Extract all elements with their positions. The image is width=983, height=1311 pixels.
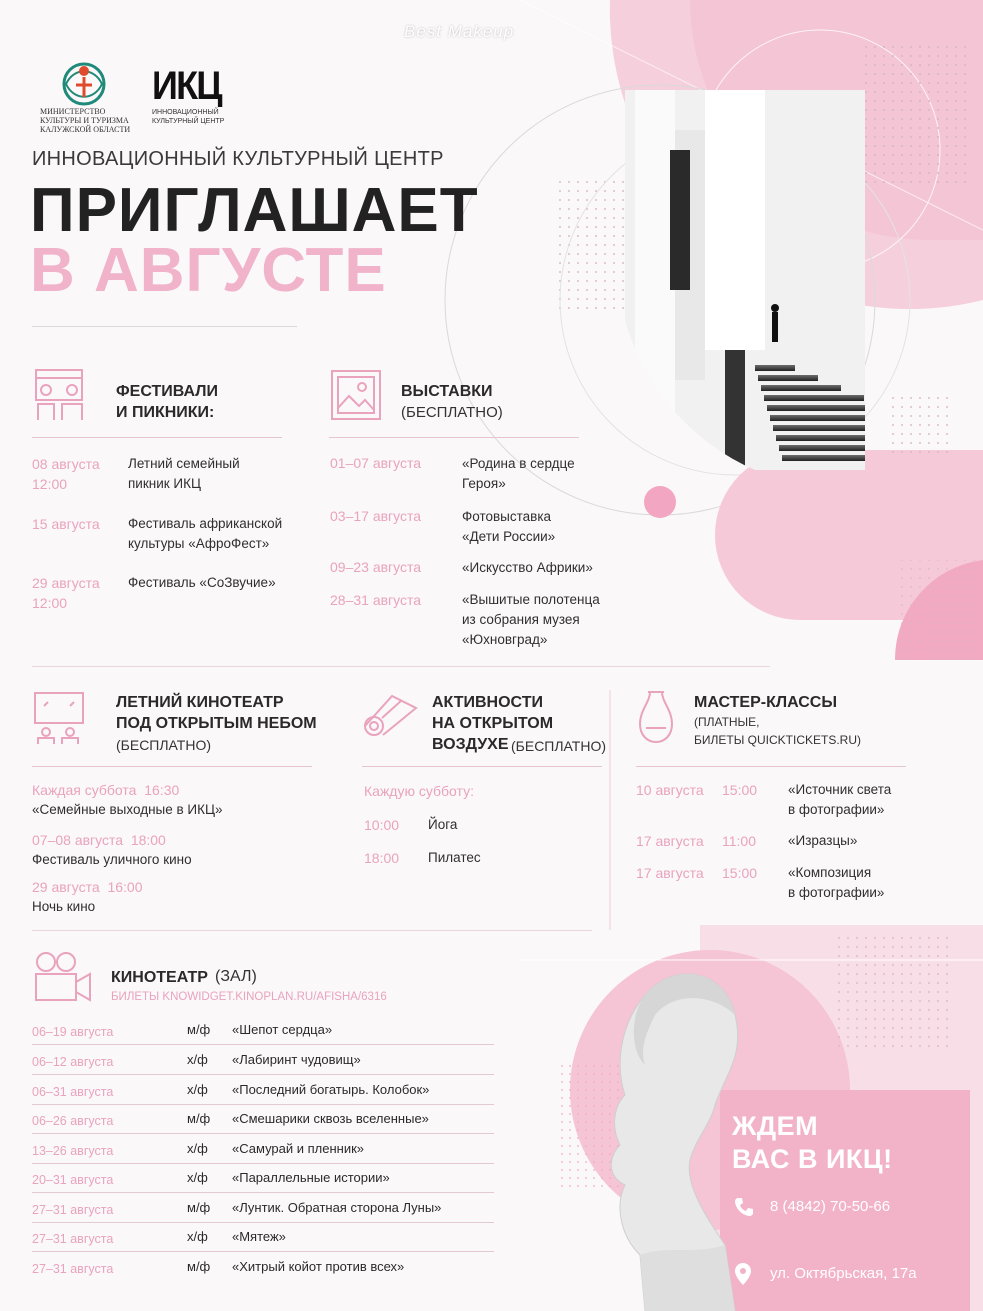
watermark: Best Makeup: [404, 22, 515, 41]
film-title: «Смешарики сквозь вселенные»: [232, 1111, 429, 1126]
open-cinema-icon: [32, 690, 88, 746]
building-illustration: [625, 90, 885, 480]
outdoor-time: 10:00: [364, 817, 400, 833]
film-title: «Хитрый койот против всех»: [232, 1259, 405, 1274]
film-title: «Лабиринт чудовищ»: [232, 1052, 361, 1067]
yoga-mat-icon: [362, 690, 418, 740]
exhibition-date: 01–07 августа: [330, 455, 422, 471]
open-cinema-event: Ночь кино: [32, 899, 96, 914]
film-title: «Последний богатырь. Колобок»: [232, 1082, 430, 1097]
section-divider: [32, 666, 770, 667]
film-dates: 27–31 августа: [32, 1203, 114, 1217]
film-dates: 06–26 августа: [32, 1114, 114, 1128]
film-dates: 27–31 августа: [32, 1262, 114, 1276]
festival-name: Фестиваль африканской культуры «АфроФест»: [128, 516, 283, 551]
festival-name: Фестиваль «СоЗвучие»: [128, 575, 276, 590]
picnic-icon: [32, 368, 88, 424]
film-type: х/ф: [187, 1229, 208, 1244]
film-type: х/ф: [187, 1052, 208, 1067]
ikc-logo-mark: ИКЦ: [152, 64, 221, 108]
picture-icon: [329, 368, 383, 422]
film-type: х/ф: [187, 1170, 208, 1185]
contact-address: ул. Октябрьская, 17а: [770, 1265, 917, 1282]
table-row: [32, 1193, 494, 1223]
film-type: м/ф: [187, 1200, 211, 1215]
film-dates: 27–31 августа: [32, 1232, 114, 1246]
masterclass-name: «Изразцы»: [788, 833, 858, 848]
festival-name: Летний семейный пикник ИКЦ: [128, 456, 240, 491]
section-divider: [32, 930, 592, 931]
masterclass-name: «Источник света в фотографии»: [788, 782, 892, 817]
outdoor-activity: Пилатес: [428, 850, 481, 865]
cinema-tickets-link[interactable]: БИЛЕТЫ KNOWIDGET.KINOPLAN.RU/AFISHA/6316: [111, 991, 387, 1003]
table-row: [32, 1134, 494, 1164]
film-dates: 13–26 августа: [32, 1144, 114, 1158]
exhibition-name: «Искусство Африки»: [462, 560, 593, 575]
exhibitions-divider: [329, 437, 579, 438]
exhibition-date: 03–17 августа: [330, 508, 422, 524]
open-cinema-event: «Семейные выходные в ИКЦ»: [32, 802, 223, 817]
outdoor-note: (БЕСПЛАТНО): [511, 738, 607, 754]
film-dates: 06–19 августа: [32, 1025, 114, 1039]
open-cinema-date: 07–08 августа 18:00: [32, 832, 166, 848]
masterclass-time: 11:00: [722, 833, 756, 849]
outdoor-title: АКТИВНОСТИ НА ОТКРЫТОМ ВОЗДУХЕ: [432, 694, 554, 753]
cinema-hall-title-note: (ЗАЛ): [215, 968, 257, 985]
table-row: [32, 1222, 494, 1252]
table-row: [32, 1015, 494, 1045]
masterclass-date: 10 августа: [636, 782, 704, 798]
film-type: м/ф: [187, 1259, 211, 1274]
table-row: [32, 1075, 494, 1105]
open-cinema-title: ЛЕТНИЙ КИНОТЕАТР ПОД ОТКРЫТЫМ НЕБОМ: [116, 694, 317, 732]
open-cinema-note: (БЕСПЛАТНО): [116, 737, 212, 753]
vase-icon: [636, 688, 676, 744]
ministry-logo: [40, 57, 135, 134]
ministry-emblem-icon: [54, 57, 114, 107]
festival-date: 08 августа 12:00: [32, 456, 100, 492]
phone-icon: [734, 1197, 754, 1217]
festivals-divider: [32, 437, 282, 438]
festival-date: 29 августа 12:00: [32, 575, 100, 611]
location-pin-icon: [734, 1262, 752, 1286]
contact-phone[interactable]: 8 (4842) 70-50-66: [770, 1198, 891, 1215]
movie-camera-icon: [32, 950, 94, 1004]
masterclass-name: «Композиция в фотографии»: [788, 865, 885, 900]
masterclasses-divider: [636, 766, 906, 767]
masterclasses-note: (ПЛАТНЫЕ, БИЛЕТЫ QUICKTICKETS.RU): [694, 715, 862, 747]
exhibition-date: 09–23 августа: [330, 559, 422, 575]
exhibitions-title: ВЫСТАВКИ: [401, 383, 493, 400]
film-type: х/ф: [187, 1141, 208, 1156]
film-title: «Мятеж»: [232, 1229, 286, 1244]
table-row: [32, 1252, 494, 1281]
table-row: [32, 1104, 494, 1134]
open-cinema-event: Фестиваль уличного кино: [32, 852, 192, 867]
ministry-logo-text: МИНИСТЕРСТВО КУЛЬТУРЫ И ТУРИЗМА КАЛУЖСКОЙ ОБЛАСТИ: [40, 107, 131, 134]
masterclass-time: 15:00: [722, 865, 758, 881]
header-divider: [32, 326, 297, 327]
ikc-logo: [152, 64, 242, 126]
masterclass-date: 17 августа: [636, 865, 704, 881]
film-dates: 06–12 августа: [32, 1055, 114, 1069]
film-type: х/ф: [187, 1082, 208, 1097]
festivals-title: ФЕСТИВАЛИ И ПИКНИКИ:: [116, 383, 218, 421]
outdoor-activity: Йога: [428, 817, 458, 832]
ikc-logo-text: ИННОВАЦИОННЫЙ КУЛЬТУРНЫЙ ЦЕНТР: [152, 109, 225, 125]
table-row: [32, 1045, 494, 1075]
masterclass-time: 15:00: [722, 782, 758, 798]
exhibition-name: «Вышитые полотенца из собрания музея «Юхновград»: [462, 592, 600, 647]
statue-illustration: [585, 955, 745, 1311]
header-subtitle: ИННОВАЦИОННЫЙ КУЛЬТУРНЫЙ ЦЕНТР: [32, 148, 444, 170]
page-title: ПРИГЛАШАЕТ: [30, 176, 479, 245]
film-dates: 06–31 августа: [32, 1085, 114, 1099]
film-type: м/ф: [187, 1022, 211, 1037]
film-title: «Параллельные истории»: [232, 1170, 390, 1185]
exhibition-name: Фотовыставка «Дети России»: [462, 509, 556, 544]
film-title: «Шепот сердца»: [232, 1022, 333, 1037]
film-type: м/ф: [187, 1111, 211, 1126]
open-cinema-divider: [32, 766, 312, 767]
masterclass-date: 17 августа: [636, 833, 704, 849]
outdoor-divider: [362, 766, 602, 767]
film-dates: 20–31 августа: [32, 1173, 114, 1187]
table-row: [32, 1163, 494, 1193]
exhibition-name: «Родина в сердце Героя»: [462, 456, 575, 491]
exhibitions-note: (БЕСПЛАТНО): [401, 404, 503, 421]
open-cinema-date: 29 августа 16:00: [32, 879, 143, 895]
masterclasses-title: МАСТЕР-КЛАССЫ: [694, 694, 838, 711]
outdoor-time: 18:00: [364, 850, 400, 866]
exhibition-date: 28–31 августа: [330, 592, 422, 608]
film-title: «Самурай и пленник»: [232, 1141, 365, 1156]
film-title: «Лунтик. Обратная сторона Луны»: [232, 1200, 442, 1215]
festival-date: 15 августа: [32, 516, 100, 532]
contact-slogan: ЖДЕМ ВАС В ИКЦ!: [732, 1111, 893, 1174]
open-cinema-date: Каждая суббота 16:30: [32, 782, 180, 798]
outdoor-every: Каждую субботу:: [364, 783, 474, 799]
page-title-accent: В АВГУСТЕ: [30, 236, 387, 305]
cinema-hall-title: КИНОТЕАТР: [111, 969, 208, 986]
